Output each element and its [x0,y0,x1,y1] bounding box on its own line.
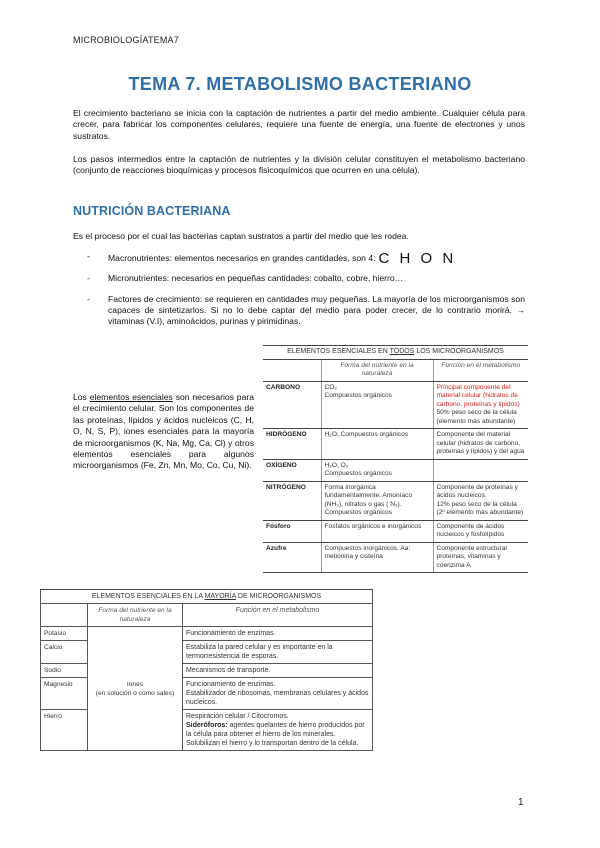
table-essential-all [263,345,528,573]
element-cell: OXÍGENO [263,459,321,481]
bullet-dash: - [87,251,90,261]
section-intro: Es el proceso por el cual las bacterias captan sustratos a partir del medio que les rodea. [73,231,409,241]
forma-cell: H₂O, O₂ Compuestos orgánicos [321,459,433,481]
table-caption: ELEMENTOS ESENCIALES EN TODOS LOS MICROORGANISMOS [263,346,528,360]
table-row [263,381,528,429]
element-cell: Fósforo [263,520,321,542]
funcion-text: Estabiliza la pared celular y es importante en la termorresistencia de esporas. [186,644,333,660]
funcion-cell [183,627,373,641]
table-row [263,542,528,573]
funcion-cell [433,459,528,481]
intro-paragraph-2: Los pasos intermedios entre la captación de nutrientes y la división celular constituyen el metabolismo bacteriano (conjunto de reacciones bioquímicas y procesos fisicoquímicos que ocurren en una célula). [73,154,525,176]
page-number: 1 [518,797,524,808]
element-cell: Hierro [41,710,88,751]
funcion-extra: Sideróforos: agentes quelantes de hierro producidos por la célula para obtener el hierro de los minerales. Solubilizan el hierro y lo transportan dentro de la célula. [186,722,365,747]
page-title: TEMA 7. METABOLISMO BACTERIANO [128,74,472,94]
column-header: Forma del nutriente en la naturaleza [88,604,183,627]
table-caption: ELEMENTOS ESENCIALES EN LA MAYORÍA DE MICROORGANISMOS [41,590,373,604]
funcion-cell [183,678,373,710]
column-header: Función en el metabolismo [433,359,528,381]
funcion-text: Componente de proteínas y ácidos nucleicos. 12% peso seco de la célula (2º elemento más abundante) [436,483,524,516]
forma-cell: Forma inorgánica fundamentalmente. Amoníaco (NH₃), nitratos o gas ( N₂). Compuestos orgánicos [321,481,433,520]
funcion-cell [433,381,528,429]
intro-paragraph-1: El crecimiento bacteriano se inicia con la captación de nutrientes a partir del medio ambiente. Cualquier célula para crecer, para fabricar los componentes celulares, requiere una fuente de energía, una fuente de electrones y unos sustratos. [73,108,525,141]
forma-cell: Iones (en solución o como sales) [88,627,183,751]
funcion-text: 50% peso seco de la célula (elemento más abundante) [436,409,517,425]
element-cell: HIDRÓGENO [263,429,321,460]
forma-cell: CO₂ Compuestos orgánicos [321,381,433,429]
table-row [41,627,373,641]
table-row [263,429,528,460]
funcion-text: Componente de ácidos nucleicos y fosfolípidos [436,522,505,538]
funcion-text: Funcionamiento de enzimas. Estabilizador de ribosomas, membranas celulares y ácidos nucleicos. [186,681,369,706]
element-cell: Sodio [41,664,88,678]
bullet-dash: - [87,273,90,283]
element-cell: Calcio [41,641,88,664]
funcion-cell [433,520,528,542]
micronutrients-text: Micronutrientes: necesarios en pequeñas cantidades: cobalto, cobre, hierro… [108,273,404,283]
funcion-cell [433,481,528,520]
bold-term: Sideróforos: [186,722,228,729]
funcion-cell [183,710,373,751]
element-cell: Magnesio [41,678,88,710]
table-essential-most [40,589,373,751]
element-cell: CARBONO [263,381,321,429]
funcion-cell [183,664,373,678]
document-header: MICROBIOLOGÍATEMA7 [73,35,179,45]
funcion-cell [183,641,373,664]
table-row [263,520,528,542]
underlined-term: elementos esenciales [89,392,173,402]
funcion-highlight: Principal componente del material celular (hidratos de carbono, proteínas y lípidos) [436,383,520,408]
funcion-text: Mecanismos de transporte. [186,667,271,674]
funcion-text: Funcionamiento de enzimas. [186,630,276,637]
table-row [263,459,528,481]
element-cell: Azufre [263,542,321,573]
section-heading: NUTRICIÓN BACTERIANA [73,204,231,218]
funcion-cell [433,542,528,573]
chon-letters: C H O N [378,250,457,267]
column-header: Forma del nutriente en la naturaleza [321,359,433,381]
forma-cell: Compuestos inorgánicos. Aa: metionina y cisteína [321,542,433,573]
table-row [263,481,528,520]
macronutrients-text: Macronutrientes: elementos necesarios en grandes cantidades, son 4: [108,253,376,263]
funcion-text: Componente del material celular (hidratos de carbono, proteínas y lípidos) y del agua [436,431,525,455]
funcion-text: Componente estructural proteínas, vitaminas y coenzima A [436,544,507,569]
essential-elements-paragraph: Los elementos esenciales son necesarios para el crecimiento celular. Son los componentes de las proteínas, lípidos y ácidos nucleicos (C, H, O, N, S, P), iones esenciales para la mayoría de microorganismos (K, Na, Mg, Ca, Cl) y otros elementos esenciales para algunos microorganismos (Fe, Zn, Mn, Mo, Co, Cu, Ni). [73,392,255,471]
element-cell: Potasio [41,627,88,641]
forma-cell: Fosfatos orgánicos e inorgánicos [321,520,433,542]
element-cell: NITRÓGENO [263,481,321,520]
funcion-cell [433,429,528,460]
funcion-text: Respiración celular / Citocromos. [186,713,289,720]
growth-factors-text: Factores de crecimiento: se requieren en cantidades muy pequeñas. La mayoría de los microorganismos son capaces de sintetizarlos. Si no lo debe captar del medio para poder crecer, de lo contrario morirá. → vitaminas (V.I), aminoácidos, purinas y pirimidinas. [108,294,525,327]
column-header: Función en el metabolismo [183,604,373,627]
forma-cell: H₂O, Compuestos orgánicos [321,429,433,460]
bullet-dash: - [87,294,90,304]
